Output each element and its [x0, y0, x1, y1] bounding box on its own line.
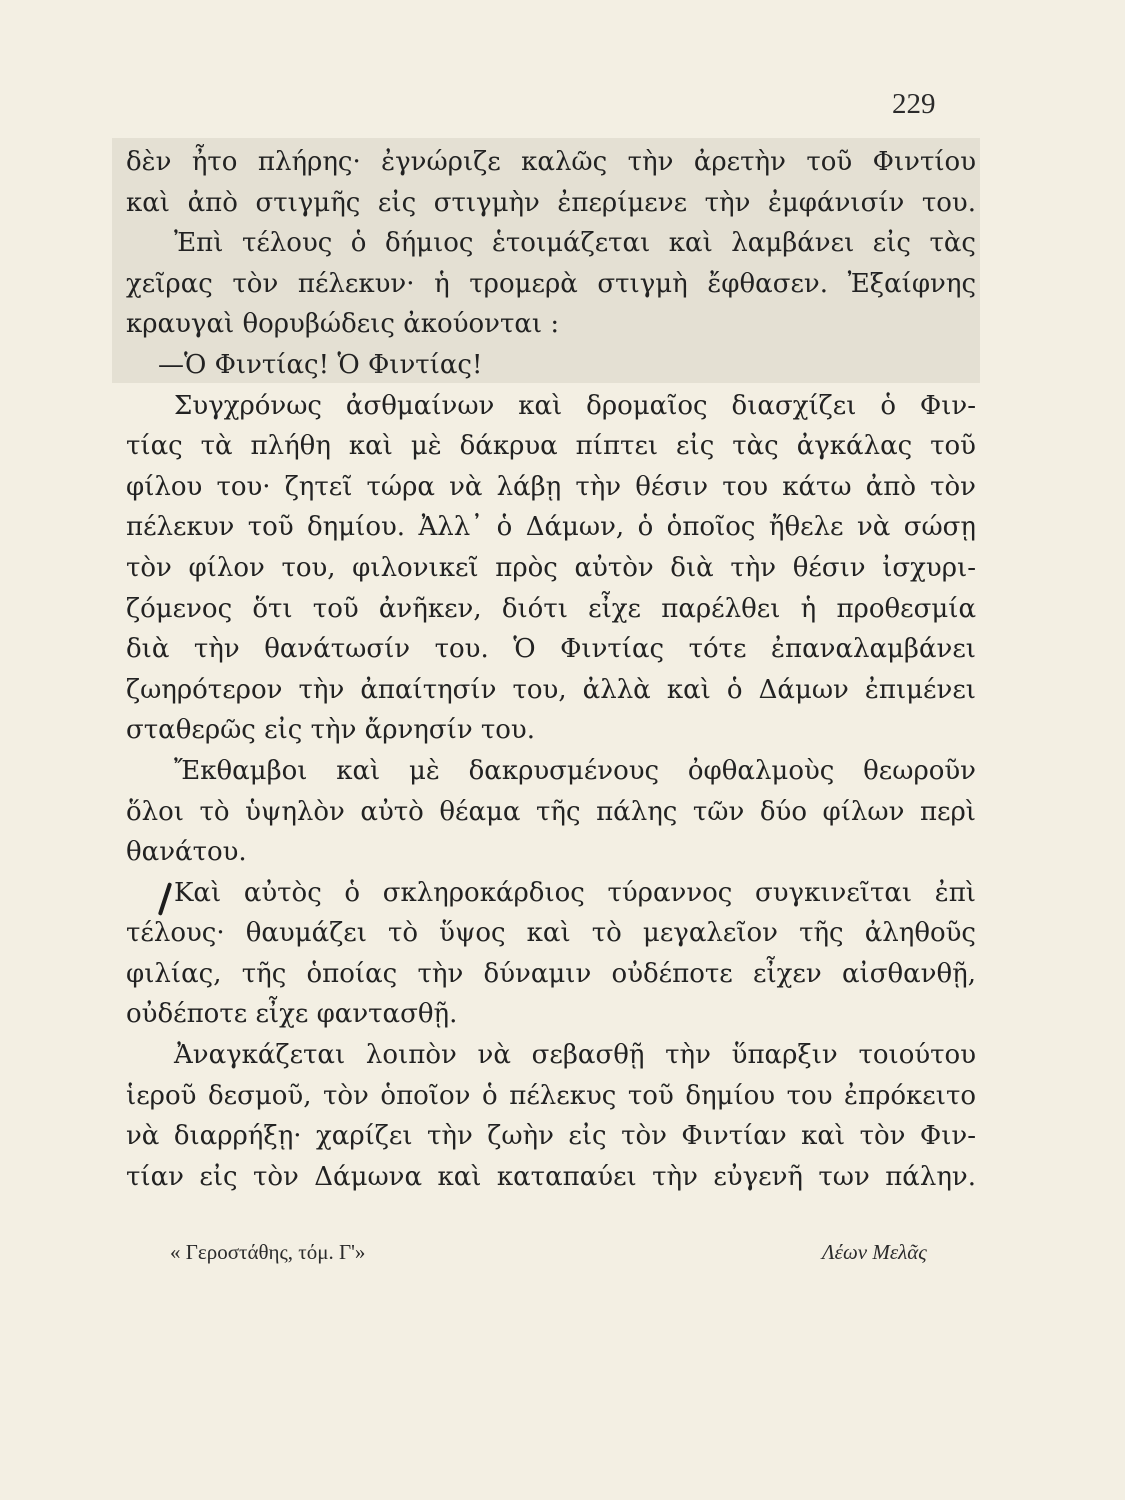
- body-text: [126, 142, 976, 1197]
- text-line: σταθερῶς εἰς τὴν ἄρνησίν του.: [126, 715, 535, 746]
- text-line: θανάτου.: [126, 837, 247, 868]
- text-line: ζόμενος ὅτι τοῦ ἀνῆκεν, διότι εἶχε παρέλθει ἡ προθεσμία: [126, 593, 976, 624]
- text-line: χεῖρας τὸν πέλεκυν· ἡ τρομερὰ στιγμὴ ἔφθασεν. Ἐξαίφνης: [126, 268, 976, 299]
- text-line: τίας τὰ πλήθη καὶ μὲ δάκρυα πίπτει εἰς τὰς ἀγκάλας τοῦ: [126, 431, 976, 462]
- text-line: ζωηρότερον τὴν ἀπαίτησίν του, ἀλλὰ καὶ ὁ Δάμων ἐπιμένει: [126, 674, 976, 705]
- text-line: πέλεκυν τοῦ δημίου. Ἀλλ᾽ ὁ Δάμων, ὁ ὁποῖος ἤθελε νὰ σώσῃ: [126, 512, 976, 543]
- text-line: καὶ ἀπὸ στιγμῆς εἰς στιγμὴν ἐπερίμενε τὴν ἐμφάνισίν του.: [126, 187, 976, 218]
- footer-source: « Γεροστάθης, τόμ. Γ'»: [170, 1240, 366, 1264]
- text-line: οὐδέποτε εἶχε φαντασθῇ.: [126, 999, 458, 1030]
- text-line: Συγχρόνως ἀσθμαίνων καὶ δρομαῖος διασχίζει ὁ Φιν-: [174, 390, 976, 421]
- text-line: τέλους· θαυμάζει τὸ ὕψος καὶ τὸ μεγαλεῖον τῆς ἀληθοῦς: [126, 918, 976, 949]
- text-line: τὸν φίλον του, φιλονικεῖ πρὸς αὐτὸν διὰ τὴν θέσιν ἰσχυρι-: [126, 552, 976, 583]
- text-line: τίαν εἰς τὸν Δάμωνα καὶ καταπαύει τὴν εὐγενῆ των πάλην.: [126, 1161, 976, 1192]
- text-line: διὰ τὴν θανάτωσίν του. Ὁ Φιντίας τότε ἐπαναλαμβάνει: [126, 634, 976, 665]
- text-line: φιλίας, τῆς ὁποίας τὴν δύναμιν οὐδέποτε εἶχεν αἰσθανθῇ,: [126, 958, 976, 989]
- text-line: νὰ διαρρήξῃ· χαρίζει τὴν ζωὴν εἰς τὸν Φιντίαν καὶ τὸν Φιν-: [126, 1121, 976, 1152]
- page-number: 229: [892, 88, 936, 120]
- text-line: Ἀναγκάζεται λοιπὸν νὰ σεβασθῇ τὴν ὕπαρξιν τοιούτου: [174, 1040, 976, 1071]
- text-line: φίλου του· ζητεῖ τώρα νὰ λάβῃ τὴν θέσιν του κάτω ἀπὸ τὸν: [126, 471, 976, 502]
- text-line: Ἐπὶ τέλους ὁ δήμιος ἑτοιμάζεται καὶ λαμβάνει εἰς τὰς: [174, 228, 976, 259]
- text-line: δὲν ἦτο πλήρης· ἐγνώριζε καλῶς τὴν ἀρετὴν τοῦ Φιντίου: [126, 147, 976, 177]
- text-line: —Ὁ Φιντίας! Ὁ Φιντίας!: [158, 349, 483, 380]
- text-line: ὅλοι τὸ ὑψηλὸν αὐτὸ θέαμα τῆς πάλης τῶν δύο φίλων περὶ: [126, 796, 976, 827]
- text-line: Ἔκθαμβοι καὶ μὲ δακρυσμένους ὀφθαλμοὺς θεωροῦν: [174, 755, 976, 786]
- footer-author: Λέων Μελᾶς: [822, 1240, 927, 1264]
- text-line: Καὶ αὐτὸς ὁ σκληροκάρδιος τύραννος συγκινεῖται ἐπὶ: [174, 877, 976, 908]
- text-line: ἱεροῦ δεσμοῦ, τὸν ὁποῖον ὁ πέλεκυς τοῦ δημίου του ἐπρόκειτο: [126, 1080, 976, 1111]
- text-line: κραυγαὶ θορυβώδεις ἀκούονται :: [126, 309, 560, 340]
